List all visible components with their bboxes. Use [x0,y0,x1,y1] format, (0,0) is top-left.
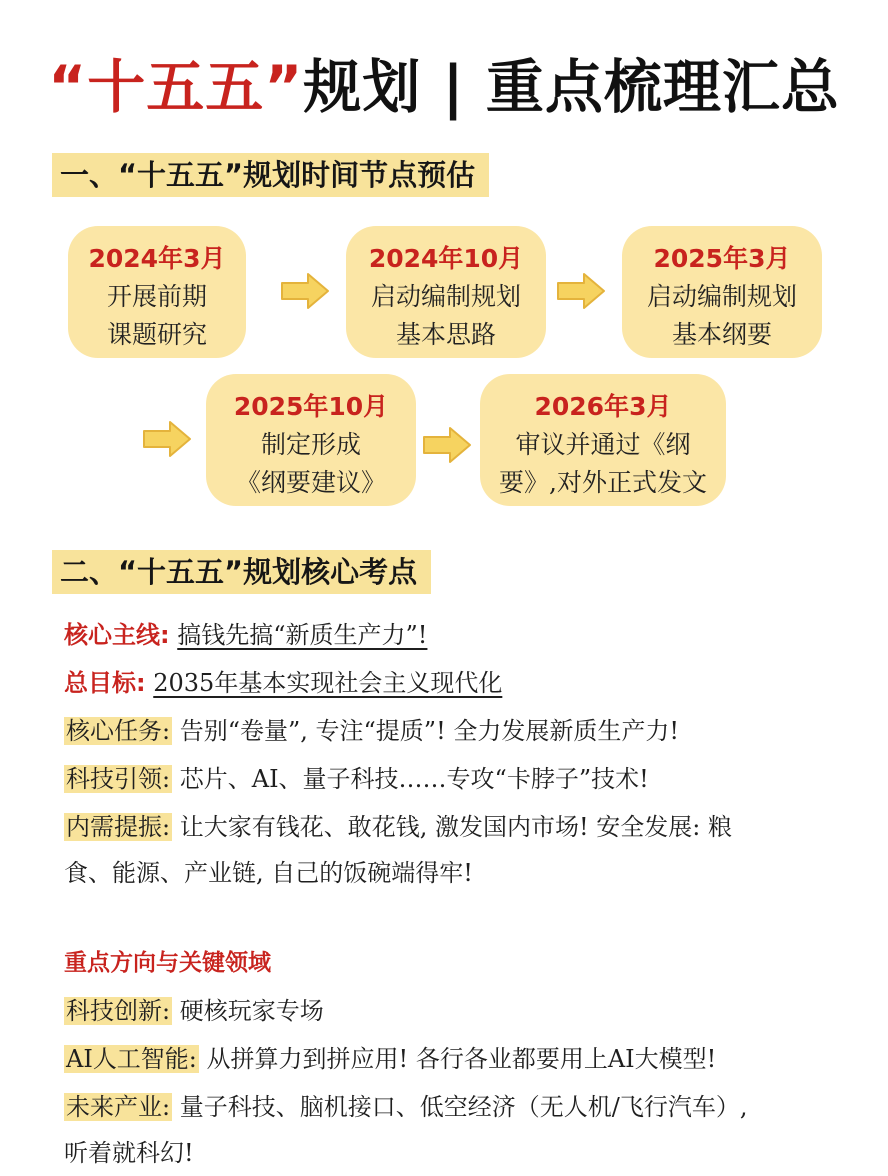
timeline-step-3 [622,226,822,358]
timeline-line: 启动编制规划 [646,282,797,311]
title-open-quote: “ [48,53,88,121]
arrow-right-icon [556,272,606,310]
arrow-right-icon [280,272,330,310]
arrow-right-icon [422,426,472,464]
focus-label: 未来产业: [66,1093,171,1121]
point-label: 核心主线: [64,621,170,649]
timeline-line: 开展前期 [106,282,207,311]
focus-text: 硬核玩家专场 [179,997,324,1025]
timeline-step-1 [68,226,246,358]
section2-heading: 二、“十五五”规划核心考点 [52,550,431,594]
point-text: 搞钱先搞“新质生产力”! [177,621,428,649]
timeline-line: 审议并通过《纲 [515,430,691,459]
timeline-line: 制定形成 [260,430,361,459]
title-dark-part: 规划 | 重点梳理汇总 [303,53,840,121]
title-close-quote: ” [264,53,304,121]
focus-text: 听着就科幻! [64,1139,194,1167]
focus-row [64,1090,747,1124]
focus-label: 科技创新: [66,997,171,1025]
focus-row [64,994,324,1028]
page-title [0,52,888,122]
timeline-step-5 [480,374,726,506]
point-row [64,714,679,748]
focus-row [64,1042,716,1076]
timeline-date: 2025年10月 [233,392,389,421]
point-label: 总目标: [64,669,146,697]
timeline-date: 2025年3月 [653,244,791,273]
timeline-date: 2024年10月 [368,244,524,273]
focus-label: AI人工智能: [66,1045,197,1073]
point-text: 让大家有钱花、敢花钱, 激发国内市场! 安全发展: 粮 [179,813,732,841]
timeline-date: 2024年3月 [88,244,226,273]
point-text: 2035年基本实现社会主义现代化 [153,669,503,697]
point-row [64,762,649,796]
focus-heading: 重点方向与关键领域 [64,950,271,976]
point-label: 内需提振: [66,813,171,841]
title-red-part: 十五五 [87,53,265,121]
timeline-step-4 [206,374,416,506]
section1-heading: 一、“十五五”规划时间节点预估 [52,153,489,197]
point-row [64,810,732,844]
point-label: 科技引领: [66,765,171,793]
timeline-step-2 [346,226,546,358]
timeline-line: 要》,对外正式发文 [499,468,707,497]
point-row-continuation [64,856,473,890]
timeline-line: 课题研究 [106,320,207,349]
point-row [64,618,427,652]
point-text: 芯片、AI、量子科技……专攻“卡脖子”技术! [179,765,649,793]
timeline-line: 《纲要建议》 [235,468,386,497]
focus-row-continuation [64,1136,194,1170]
point-label: 核心任务: [66,717,171,745]
point-row [64,666,502,700]
arrow-right-icon [142,420,192,458]
timeline-line: 启动编制规划 [370,282,521,311]
point-text: 告别“卷量”, 专注“提质”! 全力发展新质生产力! [179,717,679,745]
point-text: 食、能源、产业链, 自己的饭碗端得牢! [64,859,473,887]
focus-text: 量子科技、脑机接口、低空经济（无人机/飞行汽车）, [179,1093,748,1121]
timeline-line: 基本纲要 [671,320,772,349]
focus-text: 从拼算力到拼应用! 各行各业都要用上AI大模型! [206,1045,717,1073]
timeline-line: 基本思路 [395,320,496,349]
timeline-date: 2026年3月 [534,392,672,421]
